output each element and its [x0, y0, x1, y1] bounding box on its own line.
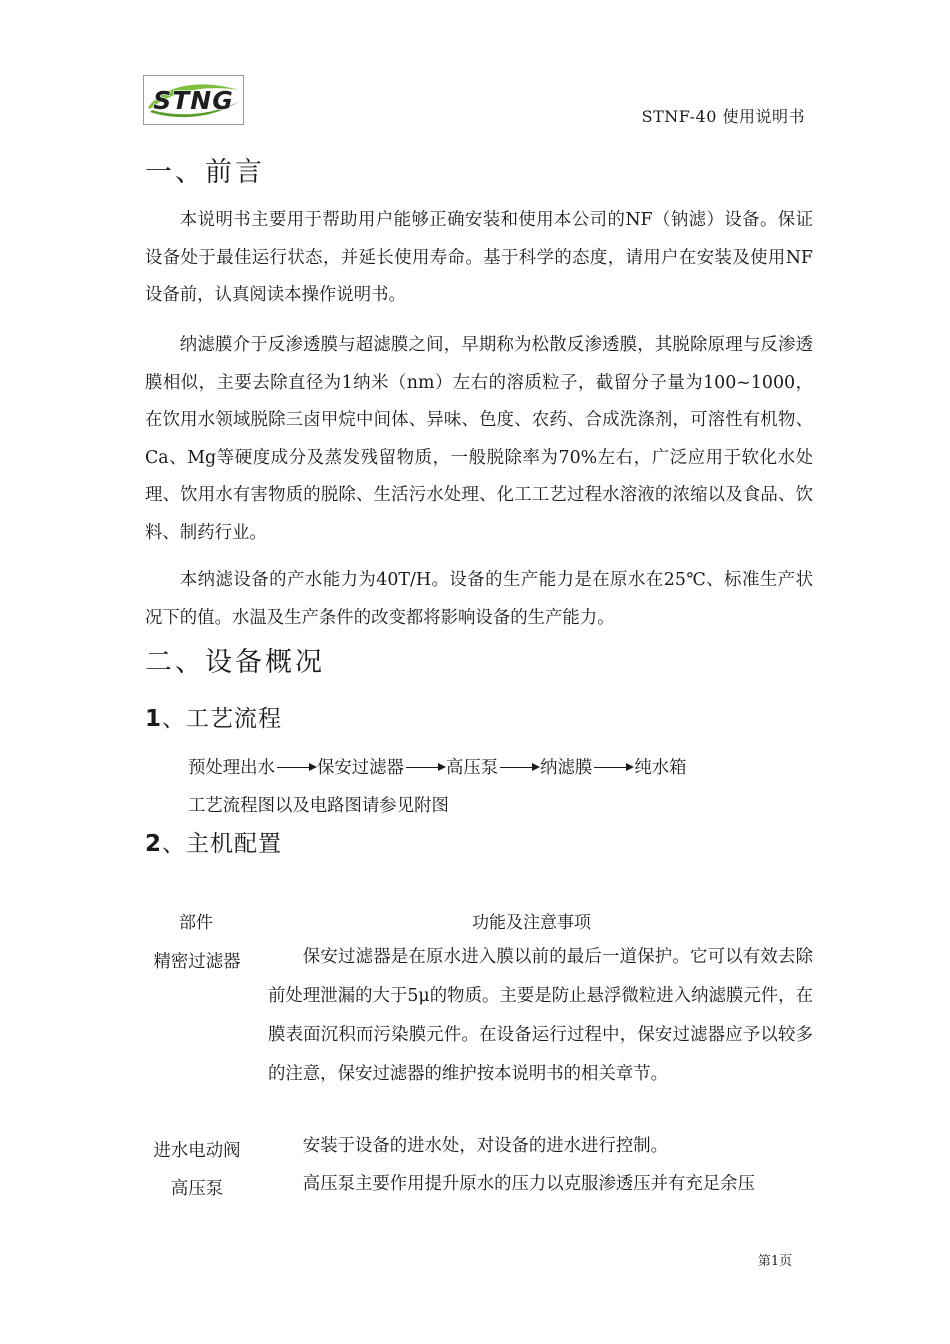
flow-step: 纯水箱	[634, 758, 687, 778]
arrow-right-icon	[500, 767, 538, 768]
subsection-number: 1	[145, 706, 163, 732]
stng-logo-icon	[144, 76, 243, 124]
subsection-heading-config	[145, 825, 282, 858]
table-cell-desc: 高压泵主要作用提升原水的压力以克服渗透压并有充足余压	[302, 1174, 755, 1194]
table-header-part: 部件	[179, 913, 213, 933]
flow-step: 预处理出水	[188, 758, 275, 778]
table-cell-desc: 安装于设备的进水处，对设备的进水进行控制。	[302, 1136, 669, 1156]
paragraph-capacity: 本纳滤设备的产水能力为40T/H。设备的生产能力是在原水在25℃、标准生产状况下的值。水温及生产条件的改变都将影响设备的生产能力。	[145, 570, 813, 628]
table-cell-part: 进水电动阀	[153, 1141, 241, 1161]
flow-step: 纳滤膜	[540, 758, 593, 778]
document-title: STNF-40 使用说明书	[641, 107, 805, 126]
page-number: 第1页	[757, 1254, 793, 1269]
paragraph-nf-membrane: 纳滤膜介于反渗透膜与超滤膜之间，早期称为松散反渗透膜，其脱除原理与反渗透膜相似，主要去除直径为1纳米（nm）左右的溶质粒子，截留分子量为100~1000，在饮用水领域脱除三卤甲烷中间体、异味、色度、农药、合成洗涤剂，可溶性有机物、Ca、Mg等硬度成分及蒸发残留物质，一般脱除率为70%左右，广泛应用于软化水处理、饮用水有害物质的脱除、生活污水处理、化工工艺过程水溶液的浓缩以及食品、饮料、制药行业。	[145, 335, 813, 543]
subsection-title: 、工艺流程	[162, 706, 283, 732]
flow-step: 保安过滤器	[316, 758, 404, 778]
table-cell-part: 高压泵	[170, 1179, 224, 1199]
section-heading-overview: 二、设备概况	[145, 647, 325, 678]
flow-step: 高压泵	[445, 758, 499, 778]
process-flow	[188, 753, 687, 778]
arrow-right-icon	[594, 767, 632, 768]
company-logo	[143, 75, 244, 125]
arrow-right-icon	[406, 767, 444, 768]
paragraph-intro: 本说明书主要用于帮助用户能够正确安装和使用本公司的NF（钠滤）设备。保证设备处于最佳运行状态，并延长使用寿命。基于科学的态度，请用户在安装及使用NF设备前，认真阅读本操作说明书。	[145, 210, 813, 305]
arrow-right-icon	[277, 767, 315, 768]
table-cell-part: 精密过滤器	[153, 952, 241, 972]
table-header-function: 功能及注意事项	[472, 913, 591, 933]
subsection-number: 2	[145, 831, 163, 857]
process-note: 工艺流程图以及电路图请参见附图	[188, 796, 449, 816]
section-heading-preface: 一、前言	[145, 157, 265, 188]
table-cell-desc: 保安过滤器是在原水进入膜以前的最后一道保护。它可以有效去除前处理泄漏的大于5μ的物质。主要是防止悬浮微粒进入纳滤膜元件，在膜表面沉积而污染膜元件。在设备运行过程中，保安过滤器应予以较多的注意，保安过滤器的维护按本说明书的相关章节。	[268, 947, 813, 1084]
svg-text:STNG: STNG	[153, 86, 234, 115]
subsection-title: 、主机配置	[162, 831, 283, 857]
subsection-heading-process	[145, 700, 282, 733]
